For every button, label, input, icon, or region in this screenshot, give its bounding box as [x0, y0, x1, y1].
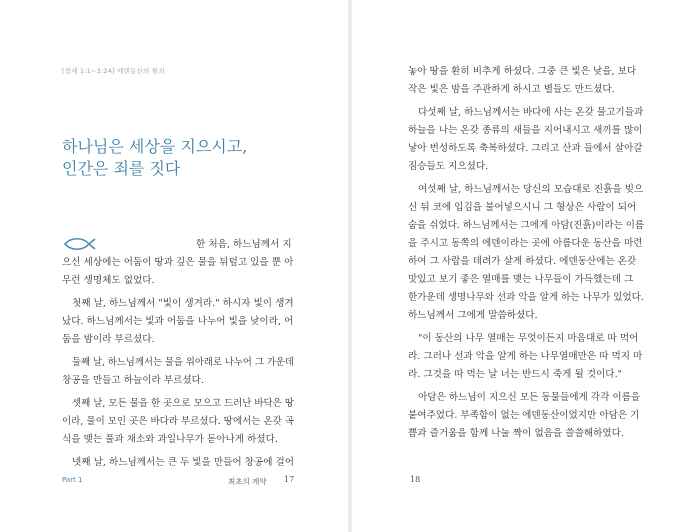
- body-line: 신 뒤 코에 입김을 불어넣으시니 그 형상은 사람이 되어: [408, 202, 637, 213]
- body-line: 라. 그것을 따 먹는 날 너는 반드시 죽게 될 것이다.": [408, 369, 623, 380]
- body-line: "이 동산의 나무 열매는 무엇이든지 마음대로 따 먹어: [418, 333, 639, 344]
- footer-chapter-title: 최초의 계약: [228, 477, 267, 486]
- body-line: 이라, 물이 모인 곳은 바다라 부르셨다. 땅에서는 온갖 곡: [62, 416, 295, 427]
- body-line: 짐승들도 지으셨다.: [408, 161, 489, 172]
- ichthys-fish-icon: [62, 236, 96, 252]
- body-line: 하느님께서 그에게 말씀하셨다.: [408, 310, 538, 321]
- footer-part-label: Part 1: [62, 476, 83, 484]
- body-line: 낳아 번성하도록 축복하셨다. 그리고 산과 들에서 살아갈: [408, 143, 643, 154]
- body-line: 하여 그 사람을 데려가 살게 하셨다. 에덴동산에는 온갖: [408, 256, 637, 267]
- body-line: 맛있고 보기 좋은 열매를 맺는 나무들이 가득했는데 그: [408, 274, 634, 285]
- body-line: 여섯째 날, 하느님께서는 당신의 모습대로 진흙을 빚으: [418, 184, 644, 195]
- body-line: 다섯째 날, 하느님께서는 바다에 사는 온갖 물고기들과: [418, 107, 644, 118]
- body-line: 둠을 밤이라 부르셨다.: [62, 334, 155, 345]
- body-line: 무런 생명체도 없었다.: [62, 275, 155, 286]
- body-line: 한 처음, 하느님께서 지: [196, 239, 292, 250]
- chapter-title-line: 인간은 죄를 짓다: [62, 159, 181, 178]
- body-line: 넷째 날, 하느님께서는 큰 두 빛을 만들어 창공에 걸어: [72, 457, 295, 468]
- chapter-title: [62, 136, 247, 180]
- body-line: 둘째 날, 하느님께서는 물을 위아래로 나누어 그 가운데: [72, 357, 294, 368]
- body-line: 라. 그러나 선과 악을 알게 하는 나무열매만은 따 먹지 마: [408, 351, 643, 362]
- body-line: 쁨과 즐거움을 함께 나눌 짝이 없음을 쓸쓸해하였다.: [408, 428, 624, 439]
- body-line: 으신 세상에는 어둠이 땅과 깊은 물을 뒤덮고 있을 뿐 아: [62, 257, 294, 268]
- body-line: 놓아 땅을 환히 비추게 하셨다. 그중 큰 빛은 낮을, 보다: [408, 66, 637, 77]
- running-head: [창세 1:1~3:24] 에덴동산의 원죄: [62, 67, 165, 75]
- body-line: 식을 맺는 풀과 채소와 과일나무가 돋아나게 하셨다.: [62, 434, 278, 445]
- page-number: 17: [284, 475, 295, 484]
- chapter-title-line: 하나님은 세상을 지으시고,: [62, 137, 248, 156]
- body-line: 붙여주었다. 부족함이 없는 에덴동산이었지만 아담은 기: [408, 410, 640, 421]
- body-line: 첫째 날, 하느님께서 "빛이 생겨라." 하시자 빛이 생겨: [72, 298, 294, 309]
- body-line: 하늘을 나는 온갖 종류의 새들을 지어내시고 새끼를 많이: [408, 125, 643, 136]
- body-line: 셋째 날, 모든 물을 한 곳으로 모으고 드러난 바닥은 땅: [72, 398, 294, 409]
- body-line: 창공을 만들고 하늘이라 부르셨다.: [62, 375, 204, 386]
- right-page: [350, 0, 700, 532]
- body-line: 아담은 하느님이 지으신 모든 동물들에게 각각 이름을: [418, 392, 641, 403]
- body-line: 한가운데 생명나무와 선과 악을 알게 하는 나무가 있었다.: [408, 292, 644, 303]
- body-line: 을 주시고 동쪽의 에덴이라는 곳에 아름다운 동산을 마련: [408, 238, 643, 249]
- body-line: 작은 빛은 밤을 주관하게 하시고 별들도 만드셨다.: [408, 84, 615, 95]
- page-number: 18: [410, 475, 421, 484]
- body-line: 숨을 쉬었다. 하느님께서는 그에게 아담(진흙)이라는 이름: [408, 220, 645, 231]
- body-line: 났다. 하느님께서는 빛과 어둠을 나누어 빛을 낮이라, 어: [62, 316, 294, 327]
